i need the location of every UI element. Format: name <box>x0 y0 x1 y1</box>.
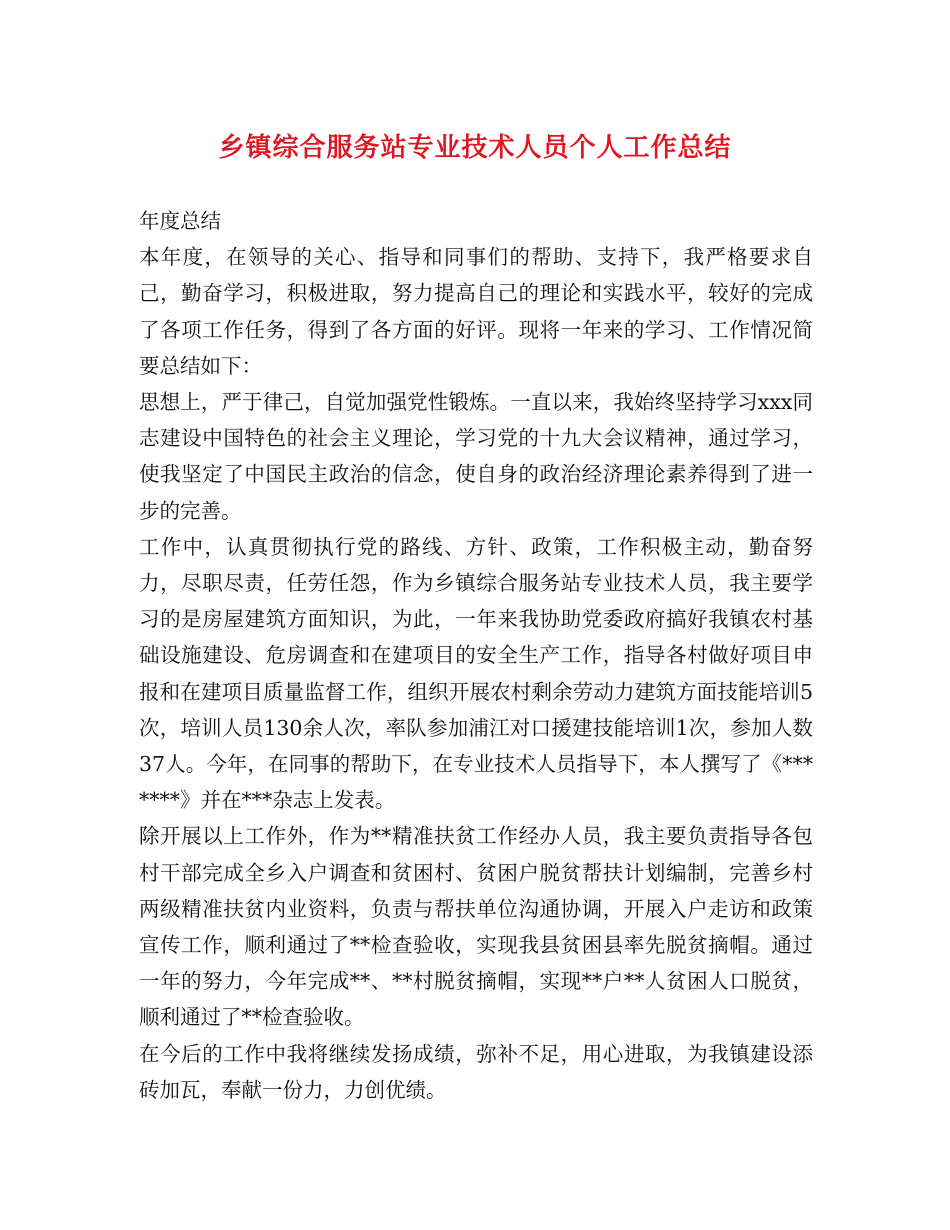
paragraph-intro: 本年度，在领导的关心、指导和同事们的帮助、支持下，我严格要求自己，勤奋学习，积极进取，努力提高自己的理论和实践水平，较好的完成了各项工作任务，得到了各方面的好评。现将一年来的学习、工作情况简要总结如下： <box>139 245 813 378</box>
paragraph-poverty-alleviation: 除开展以上工作外，作为**精准扶贫工作经办人员，我主要负责指导各包村干部完成全乡入户调查和贫困村、贫困户脱贫帮扶计划编制，完善乡村两级精准扶贫内业资料，负责与帮扶单位沟通协调，开展入户走访和政策宣传工作，顺利通过了**检查验收，实现我县贫困县率先脱贫摘帽。通过一年的努力，今年完成**、**村脱贫摘帽，实现**户**人贫困人口脱贫，顺利通过了**检查验收。 <box>139 824 813 1030</box>
paragraph-ideology: 思想上，严于律己，自觉加强党性锻炼。一直以来，我始终坚持学习xxx同志建设中国特色的社会主义理论，学习党的十九大会议精神，通过学习，使我坚定了中国民主政治的信念，使自身的政治经济理论素养得到了进一步的完善。 <box>139 390 813 523</box>
paragraph-work: 工作中，认真贯彻执行党的路线、方针、政策，工作积极主动，勤奋努力，尽职尽责，任劳任怨，作为乡镇综合服务站专业技术人员，我主要学习的是房屋建筑方面知识，为此，一年来我协助党委政府搞好我镇农村基础设施建设、危房调查和在建项目的安全生产工作，指导各村做好项目申报和在建项目质量监督工作，组织开展农村剩余劳动力建筑方面技能培训5次，培训人员130余人次，率队参加浦江对口援建技能培训1次，参加人数37人。今年，在同事的帮助下，在专业技术人员指导下，本人撰写了《*******》并在***杂志上发表。 <box>139 534 813 813</box>
document-body <box>139 203 813 1108</box>
document-title: 乡镇综合服务站专业技术人员个人工作总结 <box>218 133 732 163</box>
section-heading: 年度总结 <box>139 209 221 233</box>
paragraph-conclusion: 在今后的工作中我将继续发扬成绩，弥补不足，用心进取，为我镇建设添砖加瓦，奉献一份力，力创优绩。 <box>139 1041 813 1102</box>
